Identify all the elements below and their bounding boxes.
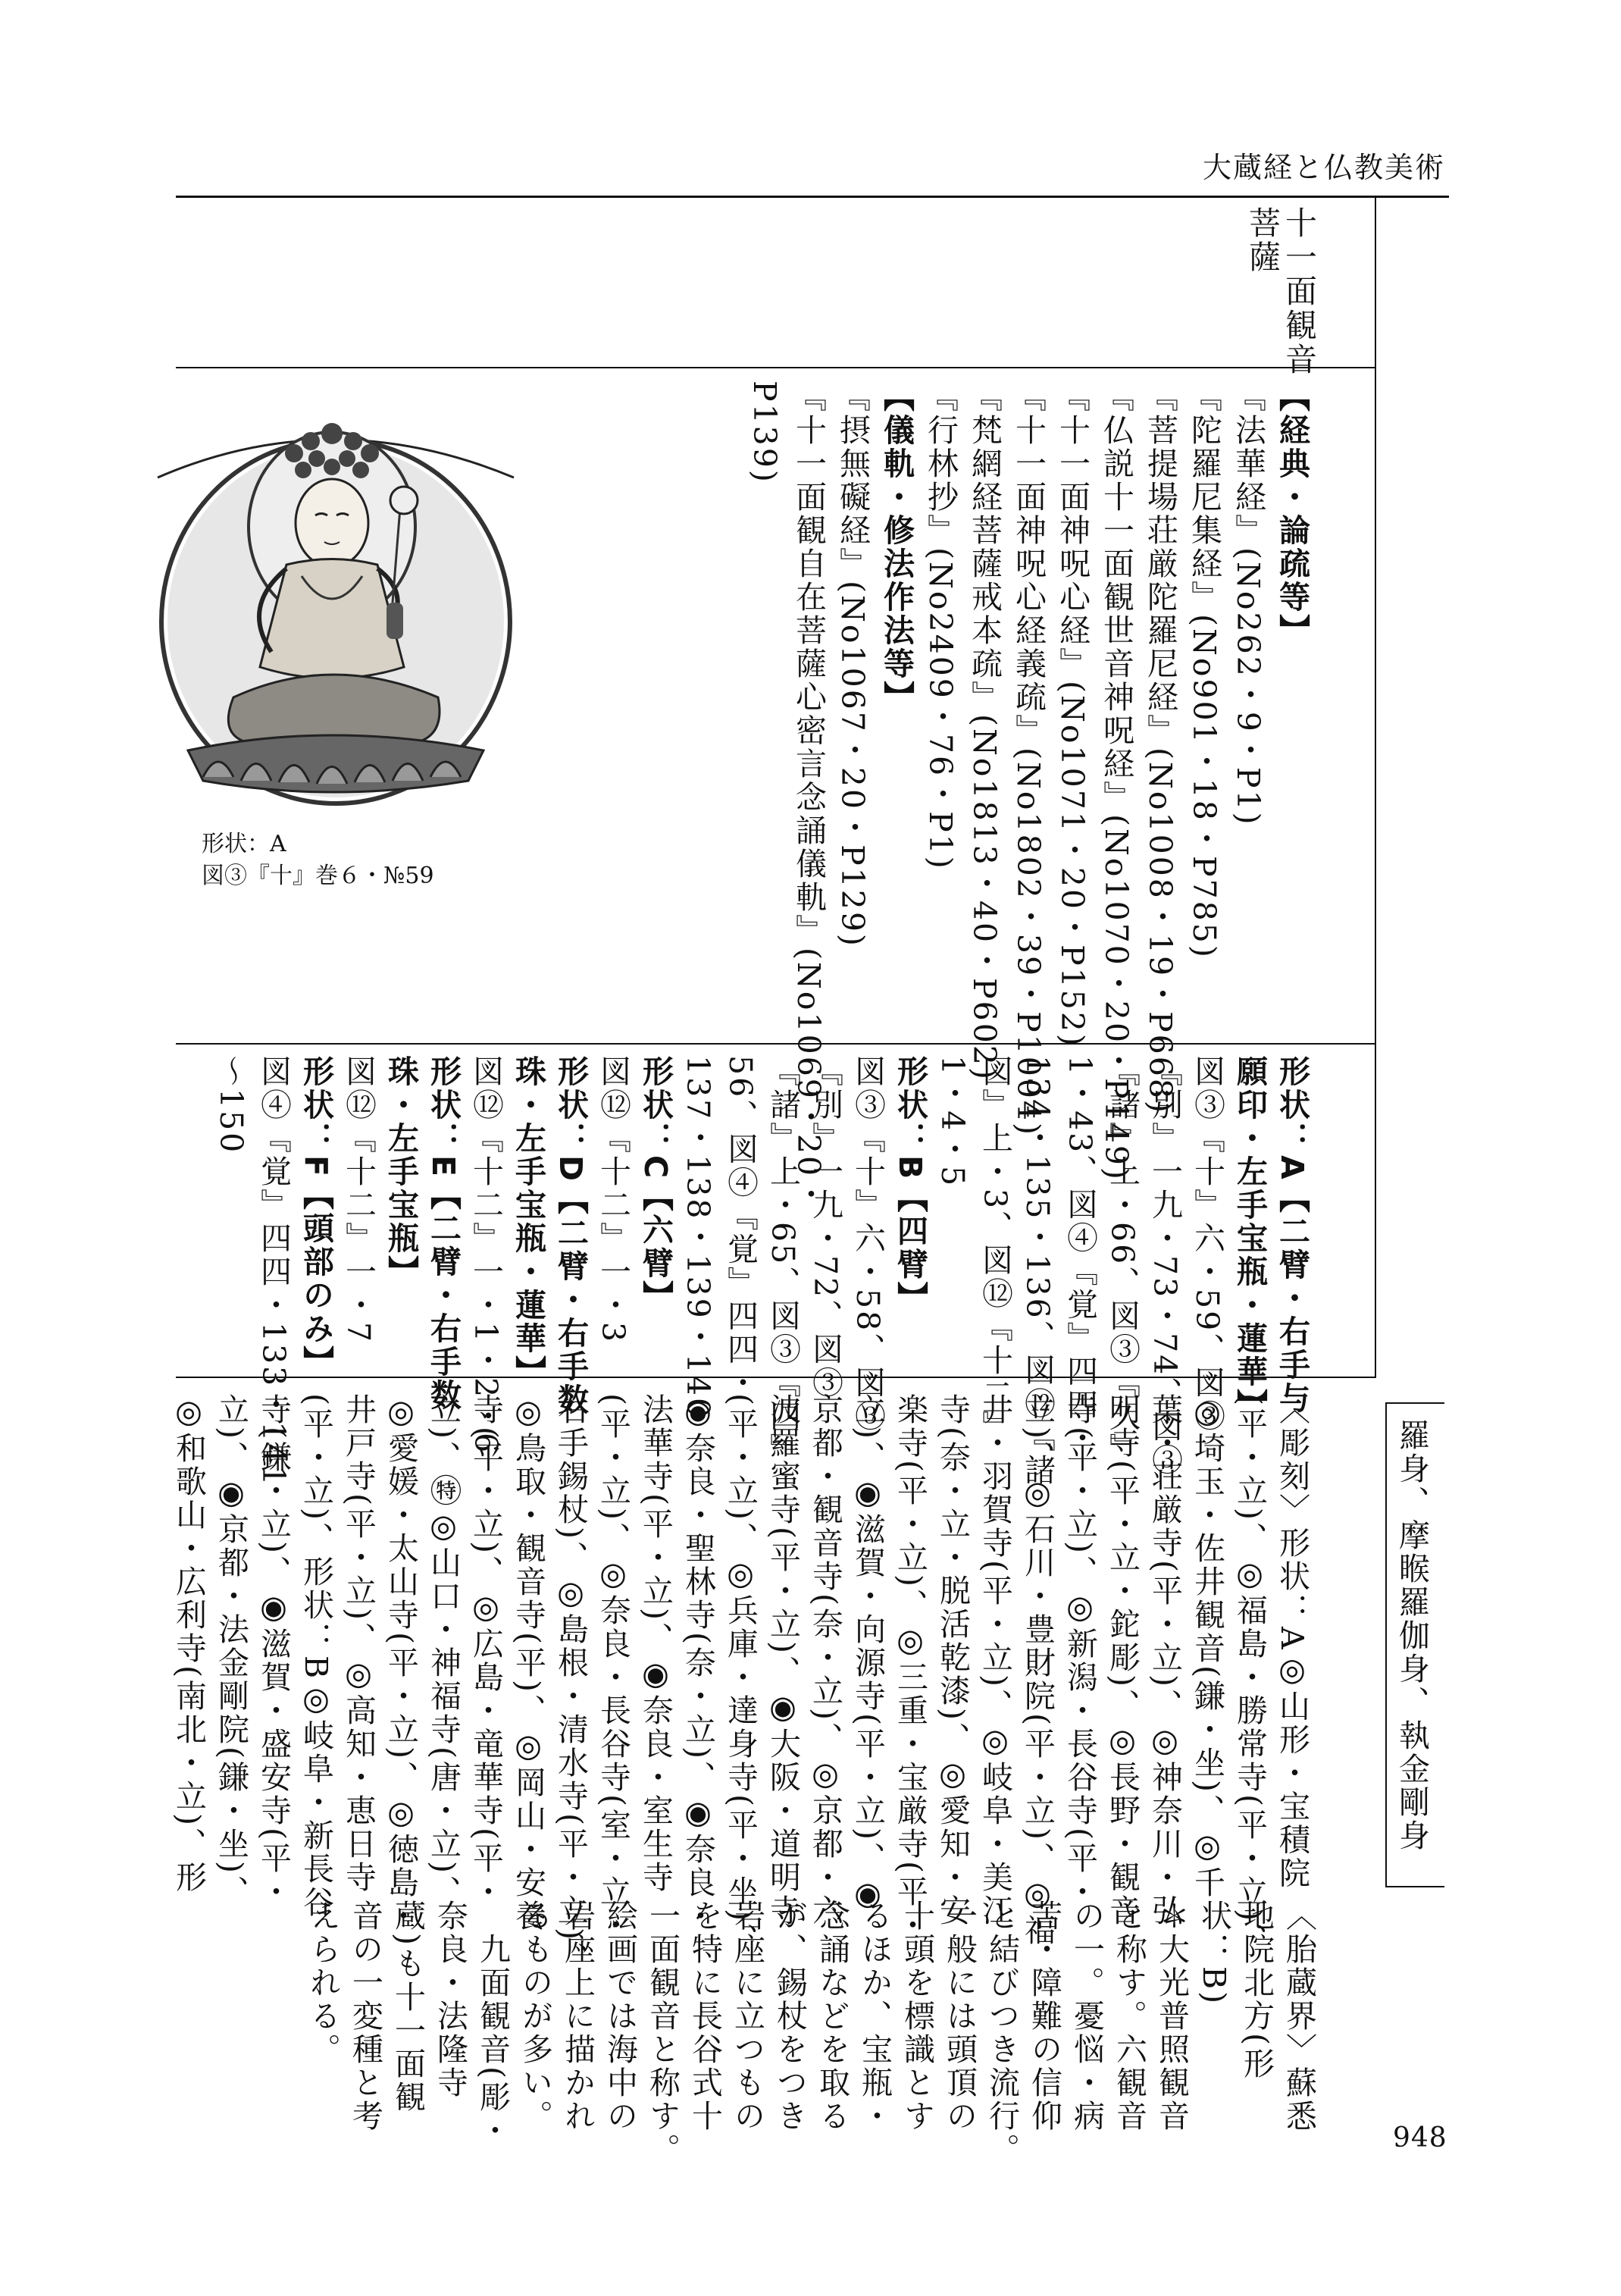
form-e-heading: 形状：E【二臂・右手数 — [425, 1055, 462, 1413]
sculpture-entry: (平・立)、◎奈良・長谷寺(室・立・ — [595, 1393, 631, 1942]
notes-line: が、錫杖をつき — [771, 1900, 808, 2133]
notes-line: と結びつき流行。 — [984, 1900, 1020, 2166]
top-rule — [176, 196, 1449, 198]
sutra-entry: 『陀羅尼集経』(No901・18・P785) — [1186, 381, 1222, 960]
sculpture-entry: ◎鳥取・観音寺(平)、◎岡山・安養 — [510, 1393, 546, 1933]
notes-line: 九面観音(彫・ — [474, 1900, 511, 2147]
form-f-heading: 形状：F【頭部のみ】 — [298, 1055, 334, 1380]
form-ref: 図⑫『十二』一・3 — [595, 1055, 631, 1345]
form-a-heading: 形状：A【二臂・右手与 — [1274, 1055, 1310, 1415]
sutra-entry: 『行林抄』(No2409・76・P1) — [922, 381, 959, 871]
ritual-heading: 【儀軌・修法作法等】 — [878, 381, 915, 714]
notes-line: るほか、宝瓶・ — [856, 1900, 893, 2133]
form-ref: 134・135・136、図⑫『諸 — [1019, 1055, 1056, 1487]
notes-line: 岩座に立つもの — [729, 1900, 765, 2133]
sculpture-entry: 葉・荘厳寺(平・立)、◎神奈川・弘 — [1147, 1393, 1183, 1928]
form-b-heading: 形状：B【四臂】 — [892, 1055, 928, 1315]
notes-line: えられる。 — [305, 1900, 341, 2066]
notes-line: ＊大光普照観音 — [1153, 1900, 1190, 2133]
sculpture-entry: 法華寺(平・立)、◉奈良・室生寺 — [637, 1393, 674, 1894]
notes-line: 念誦などを取る — [814, 1900, 850, 2133]
section-rule-1 — [176, 367, 1376, 368]
notes-line: 奈良・法隆寺 — [432, 1900, 468, 2100]
sculpture-entry: 波羅蜜寺(平・立)、◉大阪・道明寺 — [765, 1393, 801, 1928]
form-d-heading: 形状：D【二臂・右手数 — [552, 1055, 589, 1417]
bodies-box-left — [1385, 1402, 1387, 1887]
form-ref: 56、図④『覚』四四・ — [722, 1055, 759, 1400]
notes-line: を特に長谷式十 — [687, 1900, 723, 2133]
notes-line: 絵画では海中の — [602, 1900, 638, 2133]
sculpture-entry: 立)、㊕◎山口・神福寺(唐・立)、 — [425, 1393, 462, 1909]
sculpture-entry: 寺(平・立)、◎広島・竜華寺(平・ — [468, 1393, 504, 1909]
bodies-box-bottom — [1385, 1886, 1444, 1887]
notes-line: 蔵)も十一面観 — [390, 1900, 426, 2114]
sculpture-entry: (平・立)、◎兵庫・達身寺(平・坐)、 — [722, 1393, 759, 1956]
column-divider — [1375, 196, 1376, 1378]
form-d-heading-cont: 珠・左手宝瓶・蓮華】 — [510, 1055, 546, 1389]
sculpture-entry: 立)、◎石川・豊財院(平・立)、◎福 — [1019, 1393, 1056, 1947]
deity-name-line-2: 菩薩 — [1244, 206, 1281, 274]
notes-line: 一般には頭頂の — [941, 1900, 978, 2133]
bodies-box-top — [1385, 1402, 1444, 1404]
notes-line: 一面観音と称す。 — [644, 1900, 681, 2166]
form-ref: 『諸』上・66、図③『久』 — [1104, 1055, 1141, 1467]
form-ref: ～150 — [213, 1055, 249, 1155]
ritual-entry: 『十一面観自在菩薩心密言念誦儀軌』(No1069・20・ — [790, 381, 827, 1212]
sculpture-entry: 右手錫杖)、◎島根・清水寺(平・立)、 — [552, 1393, 589, 1975]
sutra-entry: 『十一面神呪心経』(No1071・20・P152) — [1054, 381, 1091, 1048]
sculpture-entry: ◎愛媛・太山寺(平・立)、◎徳島・ — [383, 1393, 419, 1933]
sculpture-entry: 京都・観音寺(奈・立)、◎京都・六 — [807, 1393, 843, 1928]
sutra-entry: 『菩提場荘厳陀羅尼経』(No1008・19・P668) — [1142, 381, 1178, 1115]
sculpture-entry: 〈彫刻〉形状：A◎山形・宝積院 — [1274, 1393, 1310, 1890]
form-e-heading-cont: 珠・左手宝瓶】 — [383, 1055, 419, 1289]
notes-line: 苦・障難の信仰 — [1026, 1900, 1062, 2133]
ritual-entry: P139) — [746, 381, 783, 484]
sculpture-entry: 明寺(平・立・鉈彫)、◎長野・観音 — [1104, 1393, 1141, 1928]
sculpture-entry: ◎和歌山・広利寺(南北・立)、形 — [171, 1393, 207, 1894]
form-ref: 図⑫『十二』一・7 — [340, 1055, 377, 1345]
sculpture-entry: 楽寺(平・立)、◎三重・宝厳寺(平・ — [892, 1393, 928, 1942]
figure-caption-shape: 形状：A — [202, 831, 286, 857]
kannon-figure-image — [142, 394, 529, 819]
sculpture-entry: 立)、◉京都・法金剛院(鎌・坐)、 — [213, 1393, 249, 1909]
sculpture-entry: ◎埼玉・佐井観音(鎌・坐)、◎千 — [1189, 1393, 1225, 1900]
sculpture-entry: (平・立)、◎福島・勝常寺(平・立)、 — [1231, 1393, 1268, 1956]
kannon-illustration — [142, 394, 529, 819]
sculpture-entry: 寺(奈・立・脱活乾漆)、◎愛知・安 — [934, 1393, 971, 1928]
notes-line: 地院北方(形 — [1238, 1900, 1275, 2081]
section-rule-2 — [176, 1043, 1376, 1045]
sutra-entry: 『仏説十一面観世音神呪経』(No1070・20・P149) — [1098, 381, 1134, 1182]
form-ref: 図』上・3、図⑫『十二』 — [977, 1055, 1013, 1445]
bodies-box — [1385, 1402, 1444, 1887]
deity-name-line-1: 十一面観音 — [1281, 206, 1318, 377]
notes-line: 状：B) — [1196, 1900, 1232, 2006]
form-ref: 『別』一九・72、図③ — [807, 1055, 843, 1400]
form-ref: 1・4・5 — [934, 1055, 971, 1189]
form-ref: 1・43、図④『覚』四四・ — [1062, 1055, 1098, 1455]
sutra-heading: 【経典・論疏等】 — [1274, 381, 1310, 647]
sculpture-entry: 立)、◉滋賀・向源寺(平・立)、◉ — [850, 1393, 886, 1914]
form-ref: 図④『覚』四四・133・141 — [255, 1055, 292, 1488]
notes-line: 〈胎蔵界〉蘇悉 — [1281, 1900, 1317, 2133]
ritual-entry: 『摂無礙経』(No1067・20・P129) — [834, 381, 871, 948]
running-header: 大蔵経と仏教美術 — [1202, 151, 1445, 184]
notes-line: 十頭を標識とす — [899, 1900, 935, 2133]
form-c-heading: 形状：C【六臂】 — [637, 1055, 674, 1314]
sculpture-entry: 井戸寺(平・立)、◎高知・恵日寺 — [340, 1393, 377, 1894]
notes-line: 岩座上に描かれ — [559, 1900, 596, 2133]
notes-line: るものが多い。 — [517, 1900, 553, 2133]
sculpture-entry: (平・立)、形状：B◎岐阜・新長谷 — [298, 1393, 334, 1920]
sculpture-entry: ◉奈良・聖林寺(奈・立)、◉奈良・ — [680, 1393, 716, 1933]
form-ref: 図③『十』六・59、図③ — [1189, 1055, 1225, 1433]
form-a-heading-cont: 願印・左手宝瓶・蓮華】 — [1231, 1055, 1268, 1422]
notes-line: と称す。六観音 — [1111, 1900, 1147, 2133]
sutra-entry: 『梵網経菩薩戒本疏』(No1813・40・P602) — [966, 381, 1003, 1082]
form-ref: 『別』一九・73・74、図③ — [1147, 1055, 1183, 1477]
sutra-entry: 『法華経』(No262・9・P1) — [1230, 381, 1266, 827]
bodies-text: 羅身、摩睺羅伽身、執金剛身 — [1394, 1419, 1430, 1853]
form-ref: 図⑫『十二』一・1・2・6 — [468, 1055, 504, 1455]
notes-line: の一。憂悩・病 — [1069, 1900, 1105, 2133]
figure-caption-source: 図③『十』巻６・№59 — [202, 863, 434, 889]
page-number: 948 — [1393, 2122, 1447, 2153]
form-ref: 137・138・139・140 — [680, 1055, 716, 1421]
form-ref: 『諸』上・65、図③『四』 — [765, 1055, 801, 1467]
sutra-entry: 『十一面神呪心経義疏』(No1802・39・P1004) — [1010, 381, 1047, 1137]
sculpture-entry: 寺(鎌・立)、◉滋賀・盛安寺(平・ — [255, 1393, 292, 1909]
form-ref: 図③『十』六・58、図③ — [850, 1055, 886, 1433]
notes-line: 音の一変種と考 — [347, 1900, 383, 2133]
sculpture-entry: 井・羽賀寺(平・立)、◎岐阜・美江 — [977, 1393, 1013, 1928]
sculpture-entry: 寺(平・立)、◎新潟・長谷寺(平・ — [1062, 1393, 1098, 1909]
